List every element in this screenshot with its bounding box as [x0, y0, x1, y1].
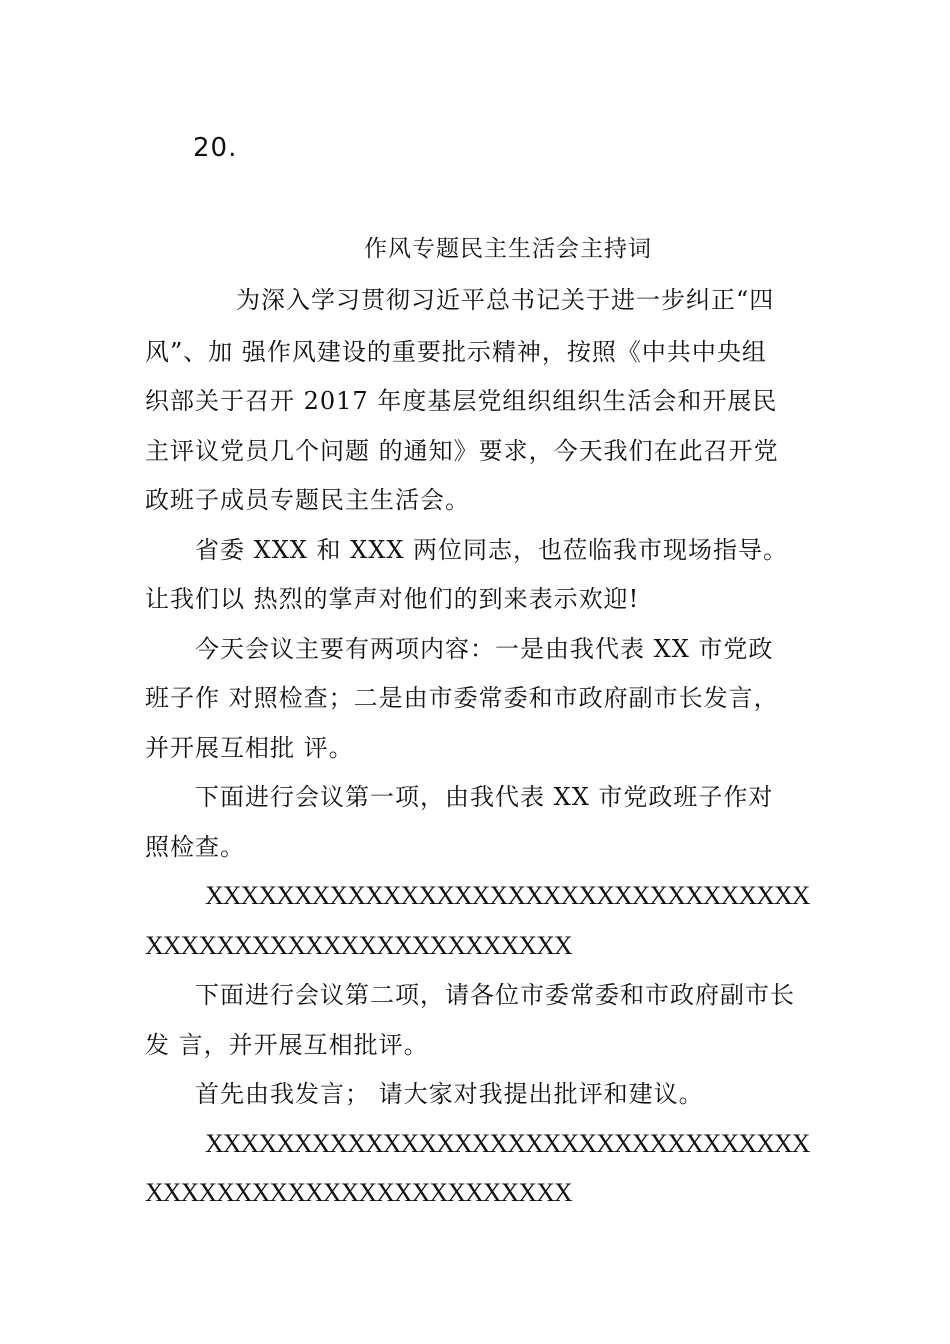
- body-line: 发 言，并开展互相批评。: [145, 1031, 429, 1059]
- placeholder-line: XXXXXXXXXXXXXXXXXXXXXXXX: [145, 931, 572, 960]
- body-line: 风”、加 强作风建设的重要批示精神，按照《中共中央组: [145, 338, 767, 366]
- body-line: 省委 XXX 和 XXX 两位同志，也莅临我市现场指导。: [195, 536, 789, 564]
- placeholder-line: XXXXXXXXXXXXXXXXXXXXXXXX: [145, 1178, 572, 1207]
- body-line: 首先由我发言； 请大家对我提出批评和建议。: [195, 1080, 704, 1108]
- body-line: 今天会议主要有两项内容：一是由我代表 XX 市党政: [195, 635, 774, 663]
- document-title: 作风专题民主生活会主持词: [364, 236, 652, 262]
- body-line: 下面进行会议第一项，由我代表 XX 市党政班子作对: [195, 783, 774, 811]
- body-line: 班子作 对照检查；二是由市委常委和市政府副市长发言，: [145, 684, 779, 712]
- body-line: 下面进行会议第二项，请各位市委常委和市政府副市长: [195, 981, 795, 1009]
- body-line: 并开展互相批 评。: [145, 734, 354, 762]
- body-line: 为深入学习贯彻习近平总书记关于进一步纠正“四: [236, 286, 775, 314]
- body-line: 照检查。: [145, 833, 245, 861]
- body-line: 让我们以 热烈的掌声对他们的到来表示欢迎!: [145, 585, 640, 613]
- body-line: 主评议党员几个问题 的通知》要求，今天我们在此召开党: [145, 437, 779, 465]
- placeholder-line: XXXXXXXXXXXXXXXXXXXXXXXXXXXXXXXXXX: [205, 1129, 810, 1158]
- body-line: 政班子成员专题民主生活会。: [145, 486, 470, 514]
- body-line: 织部关于召开 2017 年度基层党组织组织生活会和开展民: [145, 387, 778, 415]
- placeholder-line: XXXXXXXXXXXXXXXXXXXXXXXXXXXXXXXXXX: [205, 881, 810, 910]
- section-number: 20.: [193, 133, 238, 163]
